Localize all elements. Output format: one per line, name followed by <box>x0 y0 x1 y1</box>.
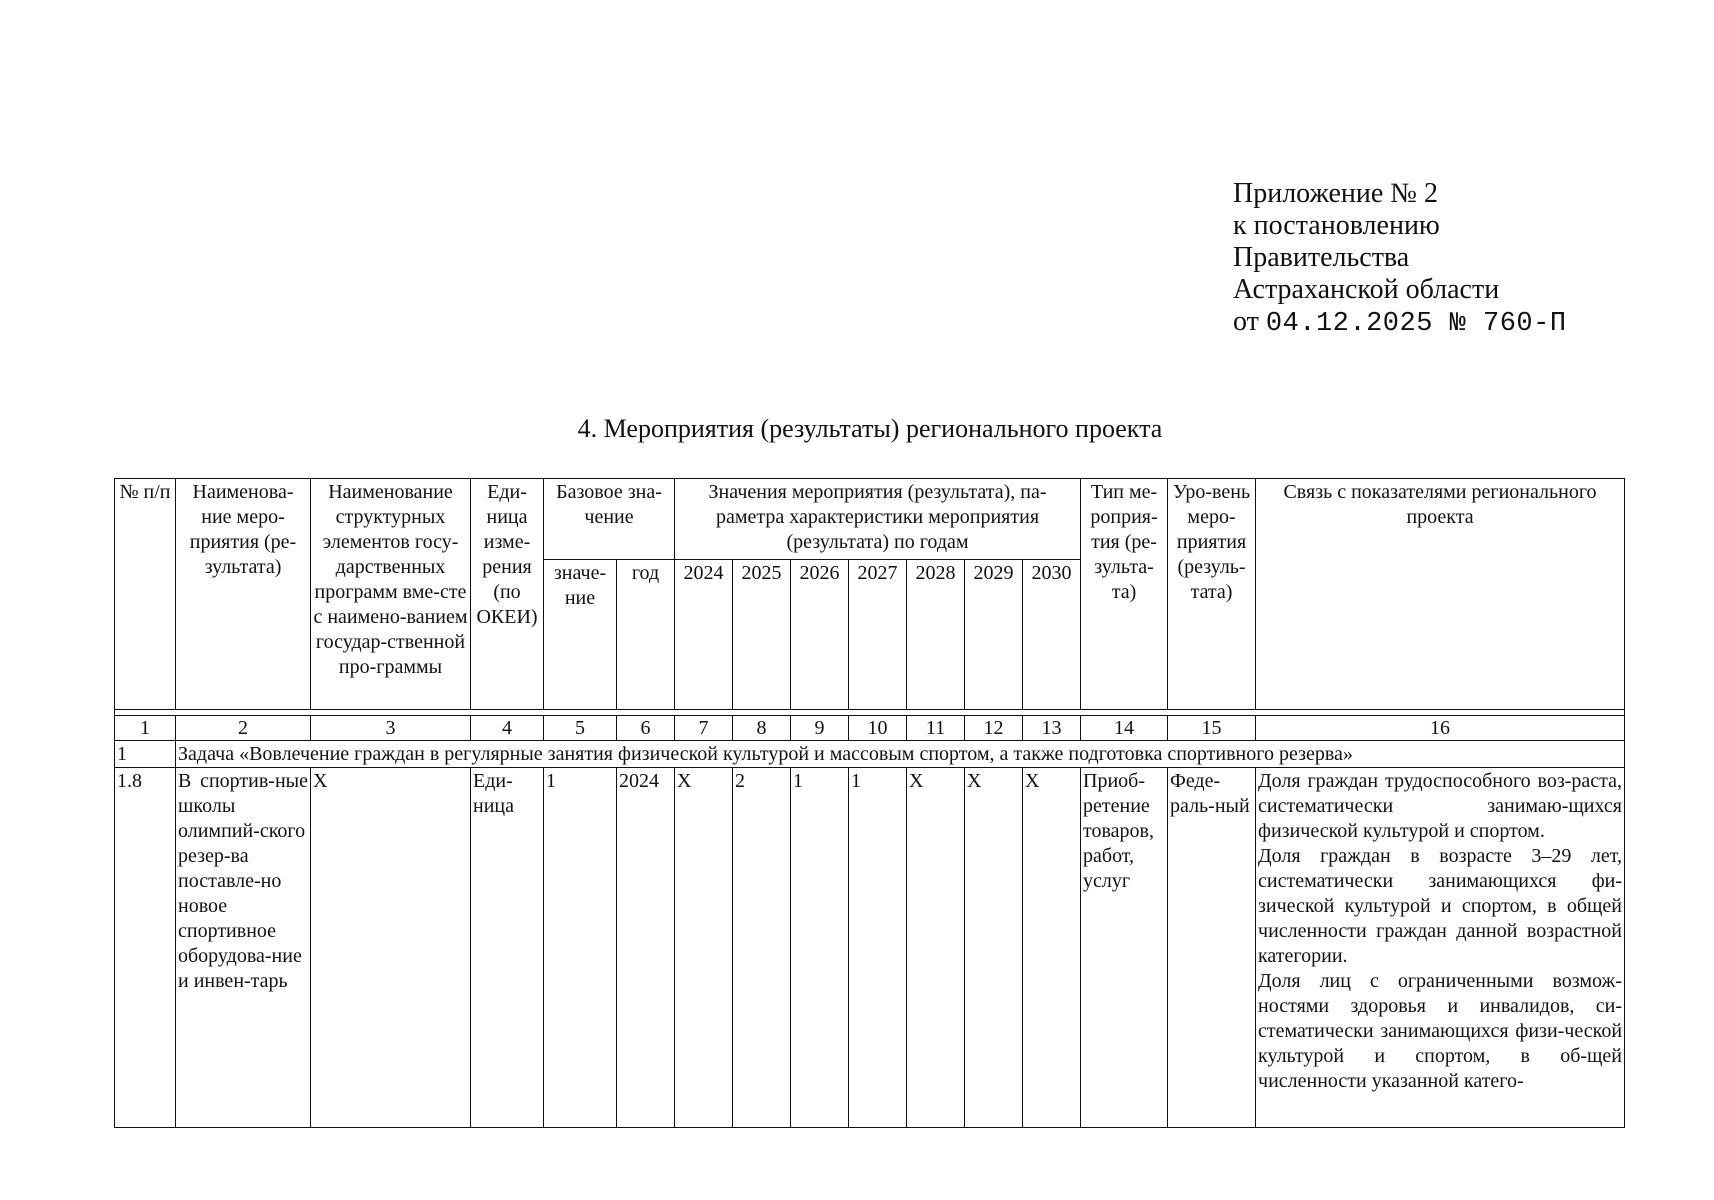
row-value-2025: 2 <box>733 768 791 1128</box>
row-structural-element: X <box>311 768 471 1128</box>
column-number: 11 <box>907 716 965 741</box>
header-year-2029: 2029 <box>965 560 1023 710</box>
header-year-2030: 2030 <box>1023 560 1081 710</box>
indicator-link-item: Доля граждан трудоспособного воз-раста, систематически занимаю-щихся физической культурой и спортом. <box>1258 770 1623 842</box>
column-number: 14 <box>1081 716 1168 741</box>
header-year-2026: 2026 <box>791 560 849 710</box>
appendix-block <box>1233 178 1567 340</box>
header-measure-name: Наименова-ние меро-приятия (ре-зультата) <box>176 479 311 710</box>
column-number-row <box>115 716 1625 741</box>
header-measure-level: Уро-вень меро-приятия (резуль-тата) <box>1168 479 1256 710</box>
task-number: 1 <box>115 741 176 768</box>
column-number: 16 <box>1256 716 1625 741</box>
header-base-value: Базовое зна-чение <box>544 479 675 560</box>
column-number: 6 <box>617 716 675 741</box>
appendix-date-stamp: 04.12.2025 № 760-П <box>1265 309 1567 339</box>
header-values-by-year: Значения мероприятия (результата), па-раметра характеристики мероприятия (результата) по годам <box>675 479 1081 560</box>
header-structural-elements: Наименование структурных элементов госу-дарственных программ вме-сте с наимено-ванием государ-ственной про-граммы <box>311 479 471 710</box>
row-value-2028: X <box>907 768 965 1128</box>
row-unit: Еди-ница <box>471 768 544 1128</box>
column-number: 12 <box>965 716 1023 741</box>
appendix-line-3: Правительства <box>1233 242 1410 273</box>
header-indicator-link: Связь с показателями регионального проекта <box>1256 479 1625 710</box>
row-measure-name: В спортив-ные школы олимпий-ского резер-ва поставле-но новое спортивное оборудова-ние и инвен-тарь <box>176 768 311 1128</box>
row-value-2030: X <box>1023 768 1081 1128</box>
appendix-line-4: Астраханской области <box>1233 274 1500 305</box>
row-measure-level: Феде-раль-ный <box>1168 768 1256 1128</box>
appendix-date-line <box>1233 306 1567 340</box>
table-row <box>115 768 1625 1128</box>
column-number: 2 <box>176 716 311 741</box>
header-row-1 <box>115 479 1625 560</box>
column-number: 3 <box>311 716 471 741</box>
row-value-2027: 1 <box>849 768 907 1128</box>
row-number: 1.8 <box>115 768 176 1128</box>
column-number: 4 <box>471 716 544 741</box>
header-measure-type: Тип ме-роприя-тия (ре-зульта-та) <box>1081 479 1168 710</box>
header-base-value-value: значе-ние <box>544 560 617 710</box>
header-base-value-year: год <box>617 560 675 710</box>
header-num: № п/п <box>115 479 176 710</box>
header-year-2027: 2027 <box>849 560 907 710</box>
header-year-2024: 2024 <box>675 560 733 710</box>
task-text: Задача «Вовлечение граждан в регулярные занятия физической культурой и массовым спортом, а также подготовка спортивного резерва» <box>176 741 1625 768</box>
row-measure-type: Приоб-ретение товаров, работ, услуг <box>1081 768 1168 1128</box>
column-number: 9 <box>791 716 849 741</box>
measures-table <box>114 478 1625 1128</box>
column-number: 8 <box>733 716 791 741</box>
appendix-line-1: Приложение № 2 <box>1233 178 1438 209</box>
column-number: 10 <box>849 716 907 741</box>
header-unit: Еди-ница изме-рения (по ОКЕИ) <box>471 479 544 710</box>
column-number: 5 <box>544 716 617 741</box>
row-base-year: 2024 <box>617 768 675 1128</box>
header-year-2025: 2025 <box>733 560 791 710</box>
column-number: 15 <box>1168 716 1256 741</box>
task-row <box>115 741 1625 768</box>
column-number: 1 <box>115 716 176 741</box>
appendix-line-2: к постановлению <box>1233 210 1440 241</box>
indicator-link-item: Доля граждан в возрасте 3–29 лет, систематически занимающихся фи-зической культурой и спортом, в общей численности граждан данной возрастной категории. <box>1258 845 1623 967</box>
indicator-link-item: Доля лиц с ограниченными возмож-ностями здоровья и инвалидов, си-стематически занимающихся физи-ческой культурой и спортом, в об-щей численности указанной катего- <box>1258 970 1623 1092</box>
row-base-value: 1 <box>544 768 617 1128</box>
row-value-2026: 1 <box>791 768 849 1128</box>
column-number: 7 <box>675 716 733 741</box>
row-value-2024: X <box>675 768 733 1128</box>
row-value-2029: X <box>965 768 1023 1128</box>
header-year-2028: 2028 <box>907 560 965 710</box>
appendix-date-prefix: от <box>1233 306 1259 337</box>
column-number: 13 <box>1023 716 1081 741</box>
section-title: 4. Мероприятия (результаты) регионального проекта <box>577 414 1163 443</box>
row-indicator-links <box>1256 768 1625 1128</box>
